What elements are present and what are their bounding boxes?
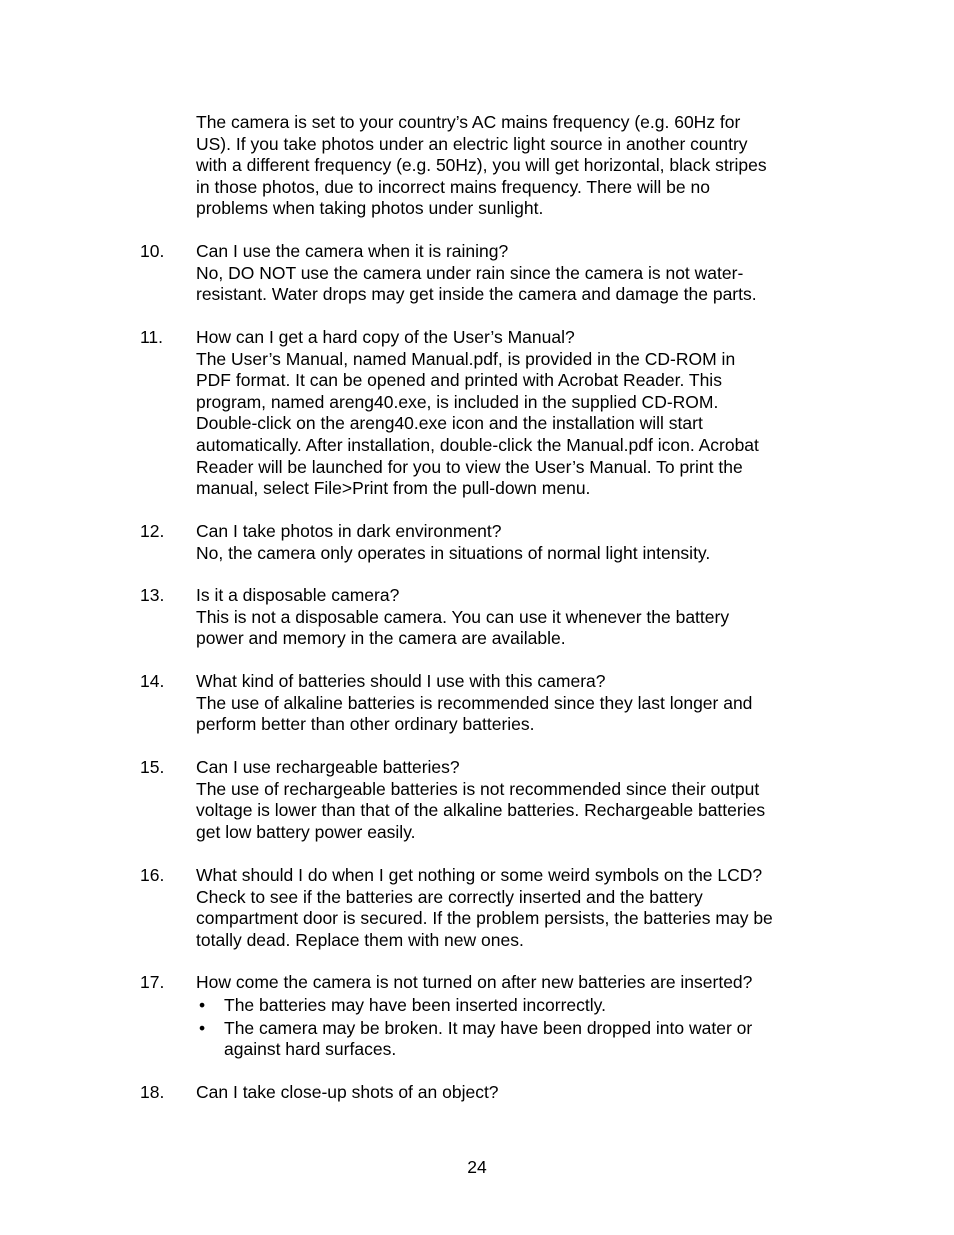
faq-item-14 [140, 671, 830, 736]
faq-answer-line: voltage is lower than that of the alkaline batteries. Rechargeable batteries [196, 800, 766, 821]
faq-number: 15. [140, 757, 165, 777]
faq-answer-line: program, named areng40.exe, is included in the supplied CD-ROM. [196, 391, 719, 412]
intro-line: with a different frequency (e.g. 50Hz), you will get horizontal, black stripes [196, 155, 767, 176]
faq-answer-line: compartment door is secured. If the problem persists, the batteries may be [196, 908, 773, 929]
faq-answer-line: get low battery power easily. [196, 821, 416, 842]
faq-question: Can I use rechargeable batteries? [196, 757, 460, 777]
faq-question: How can I get a hard copy of the User’s Manual? [196, 327, 575, 347]
bullet-line: The camera may be broken. It may have been dropped into water or [224, 1017, 753, 1038]
faq-question: Is it a disposable camera? [196, 585, 400, 605]
faq-answer-line: perform better than other ordinary batteries. [196, 714, 535, 735]
faq-item-13 [140, 585, 830, 650]
faq-answer-line: totally dead. Replace them with new ones. [196, 929, 524, 950]
faq-question: How come the camera is not turned on after new batteries are inserted? [196, 972, 753, 992]
bullet-icon: • [199, 1017, 206, 1038]
faq-number: 10. [140, 241, 165, 261]
faq-item-18 [140, 1082, 830, 1104]
intro-line: in those photos, due to incorrect mains frequency. There will be no [196, 176, 710, 197]
faq-answer-line: The use of rechargeable batteries is not recommended since their output [196, 778, 760, 799]
intro-line: The camera is set to your country’s AC mains frequency (e.g. 60Hz for [196, 112, 741, 132]
faq-number: 11. [140, 327, 164, 347]
faq-item-10 [140, 241, 830, 306]
intro-line: problems when taking photos under sunlight. [196, 198, 544, 219]
bullet-icon: • [199, 994, 206, 1015]
faq-number: 16. [140, 865, 165, 885]
faq-number: 14. [140, 671, 165, 691]
faq-answer-line: Check to see if the batteries are correctly inserted and the battery [196, 886, 703, 907]
faq-answer-line: The use of alkaline batteries is recommended since they last longer and [196, 692, 753, 713]
faq-question: What kind of batteries should I use with this camera? [196, 671, 606, 691]
bullet-line: The batteries may have been inserted incorrectly. [224, 994, 606, 1015]
intro-line: US). If you take photos under an electric light source in another country [196, 133, 748, 154]
faq-answer-line: resistant. Water drops may get inside the camera and damage the parts. [196, 284, 757, 305]
faq-item-12 [140, 521, 830, 564]
bullet-item [196, 995, 830, 1017]
faq-number: 13. [140, 585, 165, 605]
faq-question: What should I do when I get nothing or some weird symbols on the LCD? [196, 865, 763, 885]
faq-question: Can I use the camera when it is raining? [196, 241, 509, 261]
faq-answer-line: Double-click on the areng40.exe icon and the installation will start [196, 413, 703, 434]
faq-number: 18. [140, 1082, 165, 1102]
page-number: 24 [467, 1157, 487, 1177]
bullet-item [196, 1018, 830, 1061]
faq-item-15 [140, 757, 830, 843]
faq-item-17 [140, 972, 830, 1062]
faq-question: Can I take close-up shots of an object? [196, 1082, 499, 1102]
faq-answer-line: This is not a disposable camera. You can use it whenever the battery [196, 606, 730, 627]
faq-answer-line: The User’s Manual, named Manual.pdf, is provided in the CD-ROM in [196, 348, 736, 369]
faq-question: Can I take photos in dark environment? [196, 521, 502, 541]
faq-answer-line: PDF format. It can be opened and printed with Acrobat Reader. This [196, 370, 722, 391]
bullet-line: against hard surfaces. [224, 1039, 397, 1060]
faq-number: 12. [140, 521, 165, 541]
faq-answer-line: automatically. After installation, double-click the Manual.pdf icon. Acrobat [196, 434, 759, 455]
faq-item-16 [140, 865, 830, 951]
faq-answer-line: No, the camera only operates in situations of normal light intensity. [196, 542, 711, 563]
faq-item-11 [140, 327, 830, 500]
faq-number: 17. [140, 972, 165, 992]
faq-answer-line: power and memory in the camera are available. [196, 628, 566, 649]
intro-paragraph [196, 112, 826, 220]
faq-answer-line: No, DO NOT use the camera under rain since the camera is not water- [196, 262, 744, 283]
faq-answer-line: manual, select File>Print from the pull-down menu. [196, 478, 591, 499]
bullet-list [196, 995, 830, 1061]
faq-answer-line: Reader will be launched for you to view the User’s Manual. To print the [196, 456, 743, 477]
